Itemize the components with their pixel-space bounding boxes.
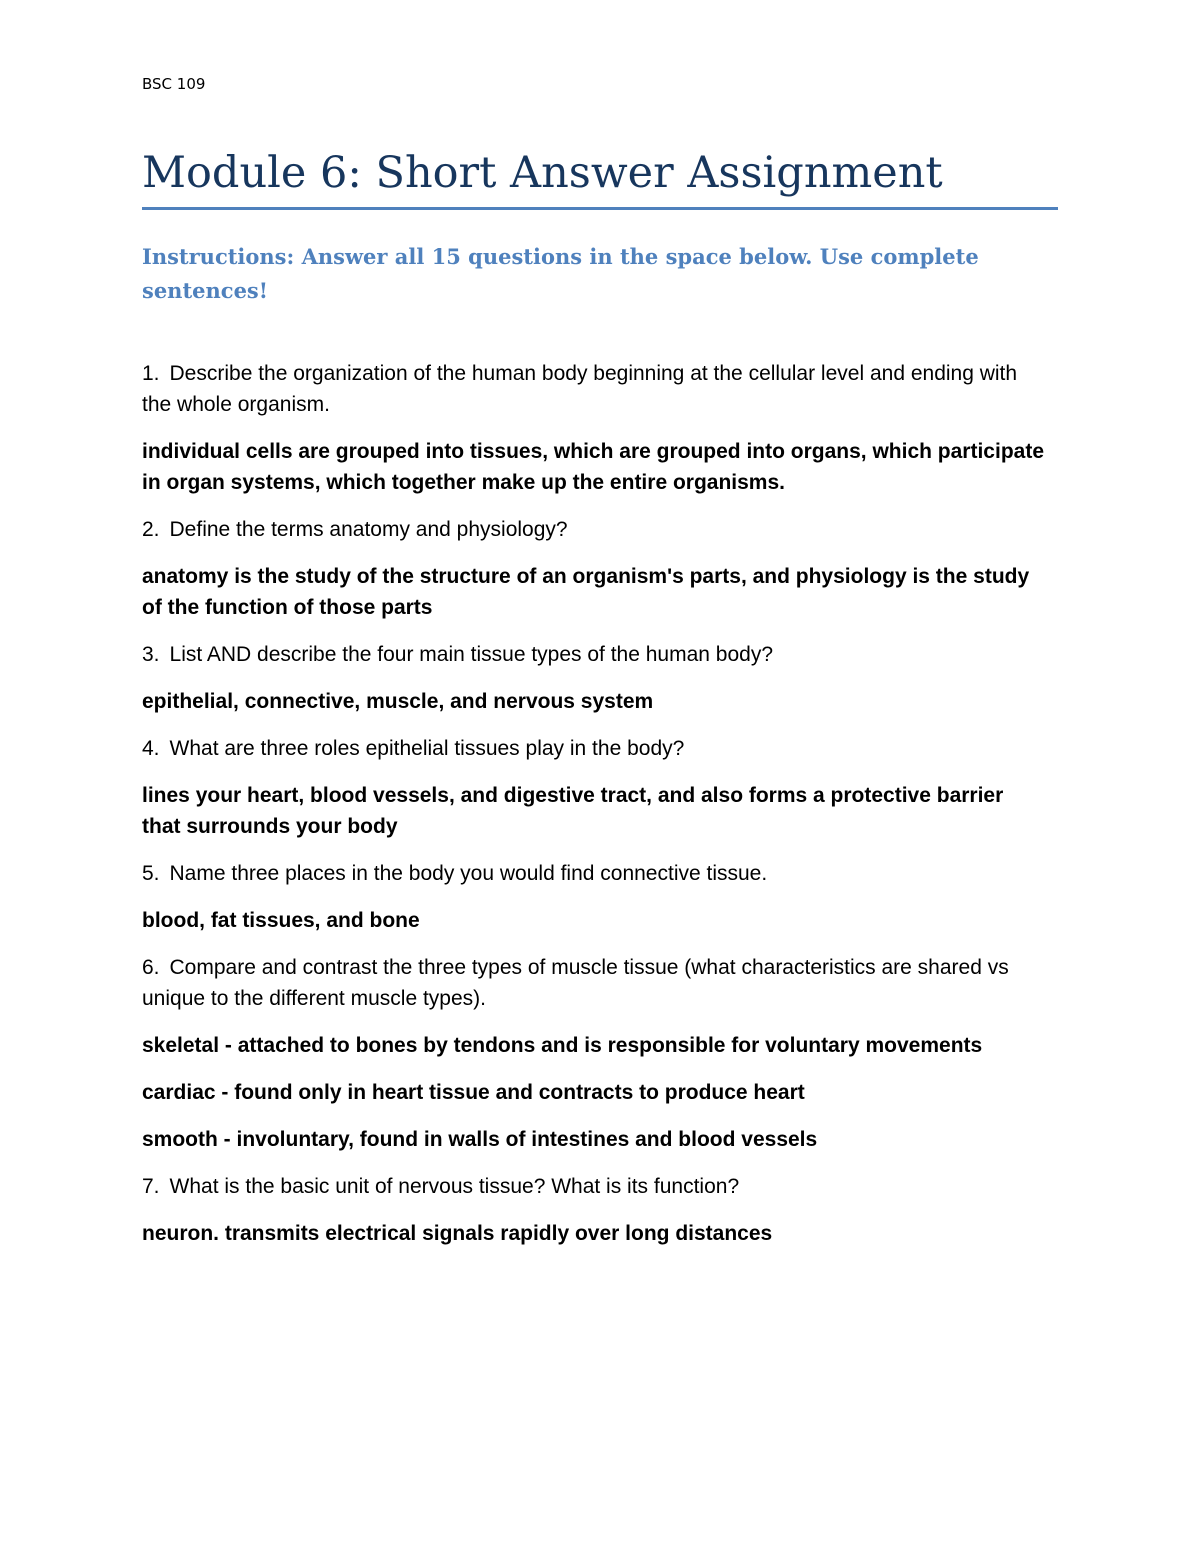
question-7 (142, 1171, 1047, 1202)
question-text: Describe the organization of the human body beginning at the cellular level and ending with the whole organism. (142, 362, 1018, 416)
question-5 (142, 858, 1047, 889)
qa-item-2 (142, 514, 1047, 623)
question-number: 1. (142, 362, 160, 385)
question-number: 4. (142, 737, 160, 760)
answer-6-cardiac: cardiac - found only in heart tissue and contracts to produce heart (142, 1081, 805, 1104)
question-number: 2. (142, 518, 160, 541)
qa-item-4 (142, 733, 1047, 842)
question-number: 7. (142, 1175, 160, 1198)
question-2 (142, 514, 1047, 545)
question-number: 5. (142, 862, 160, 885)
question-answer-list (142, 358, 1047, 1265)
answer-1: individual cells are grouped into tissues, which are grouped into organs, which participate in organ systems, which together make up the entire organisms. (142, 440, 1044, 494)
qa-item-1 (142, 358, 1047, 498)
answer-2: anatomy is the study of the structure of an organism's parts, and physiology is the study of the function of those parts (142, 565, 1030, 619)
page-title: Module 6: Short Answer Assignment (142, 148, 943, 198)
answer-6-skeletal: skeletal - attached to bones by tendons and is responsible for voluntary movements (142, 1034, 983, 1057)
question-number: 6. (142, 956, 160, 979)
answer-3: epithelial, connective, muscle, and nervous system (142, 690, 654, 713)
question-text: What is the basic unit of nervous tissue? What is its function? (169, 1175, 740, 1198)
qa-item-3 (142, 639, 1047, 717)
answer-5: blood, fat tissues, and bone (142, 909, 420, 932)
question-3 (142, 639, 1047, 670)
qa-item-7 (142, 1171, 1047, 1249)
question-number: 3. (142, 643, 160, 666)
instructions-text: Instructions: Answer all 15 questions in the space below. Use complete sentences! (142, 244, 979, 303)
question-text: Compare and contrast the three types of muscle tissue (what characteristics are shared vs unique to the different muscle types). (142, 956, 1009, 1010)
question-6 (142, 952, 1047, 1014)
answer-7: neuron. transmits electrical signals rapidly over long distances (142, 1222, 773, 1245)
question-1 (142, 358, 1047, 420)
qa-item-6 (142, 952, 1047, 1155)
answer-4: lines your heart, blood vessels, and digestive tract, and also forms a protective barrier that surrounds your body (142, 784, 1004, 838)
title-divider (142, 207, 1058, 210)
question-text: Define the terms anatomy and physiology? (169, 518, 568, 541)
question-text: What are three roles epithelial tissues play in the body? (169, 737, 685, 760)
question-text: List AND describe the four main tissue types of the human body? (169, 643, 774, 666)
question-text: Name three places in the body you would find connective tissue. (169, 862, 768, 885)
qa-item-5 (142, 858, 1047, 936)
course-header: BSC 109 (142, 75, 206, 93)
answer-6-smooth: smooth - involuntary, found in walls of intestines and blood vessels (142, 1128, 818, 1151)
question-4 (142, 733, 1047, 764)
